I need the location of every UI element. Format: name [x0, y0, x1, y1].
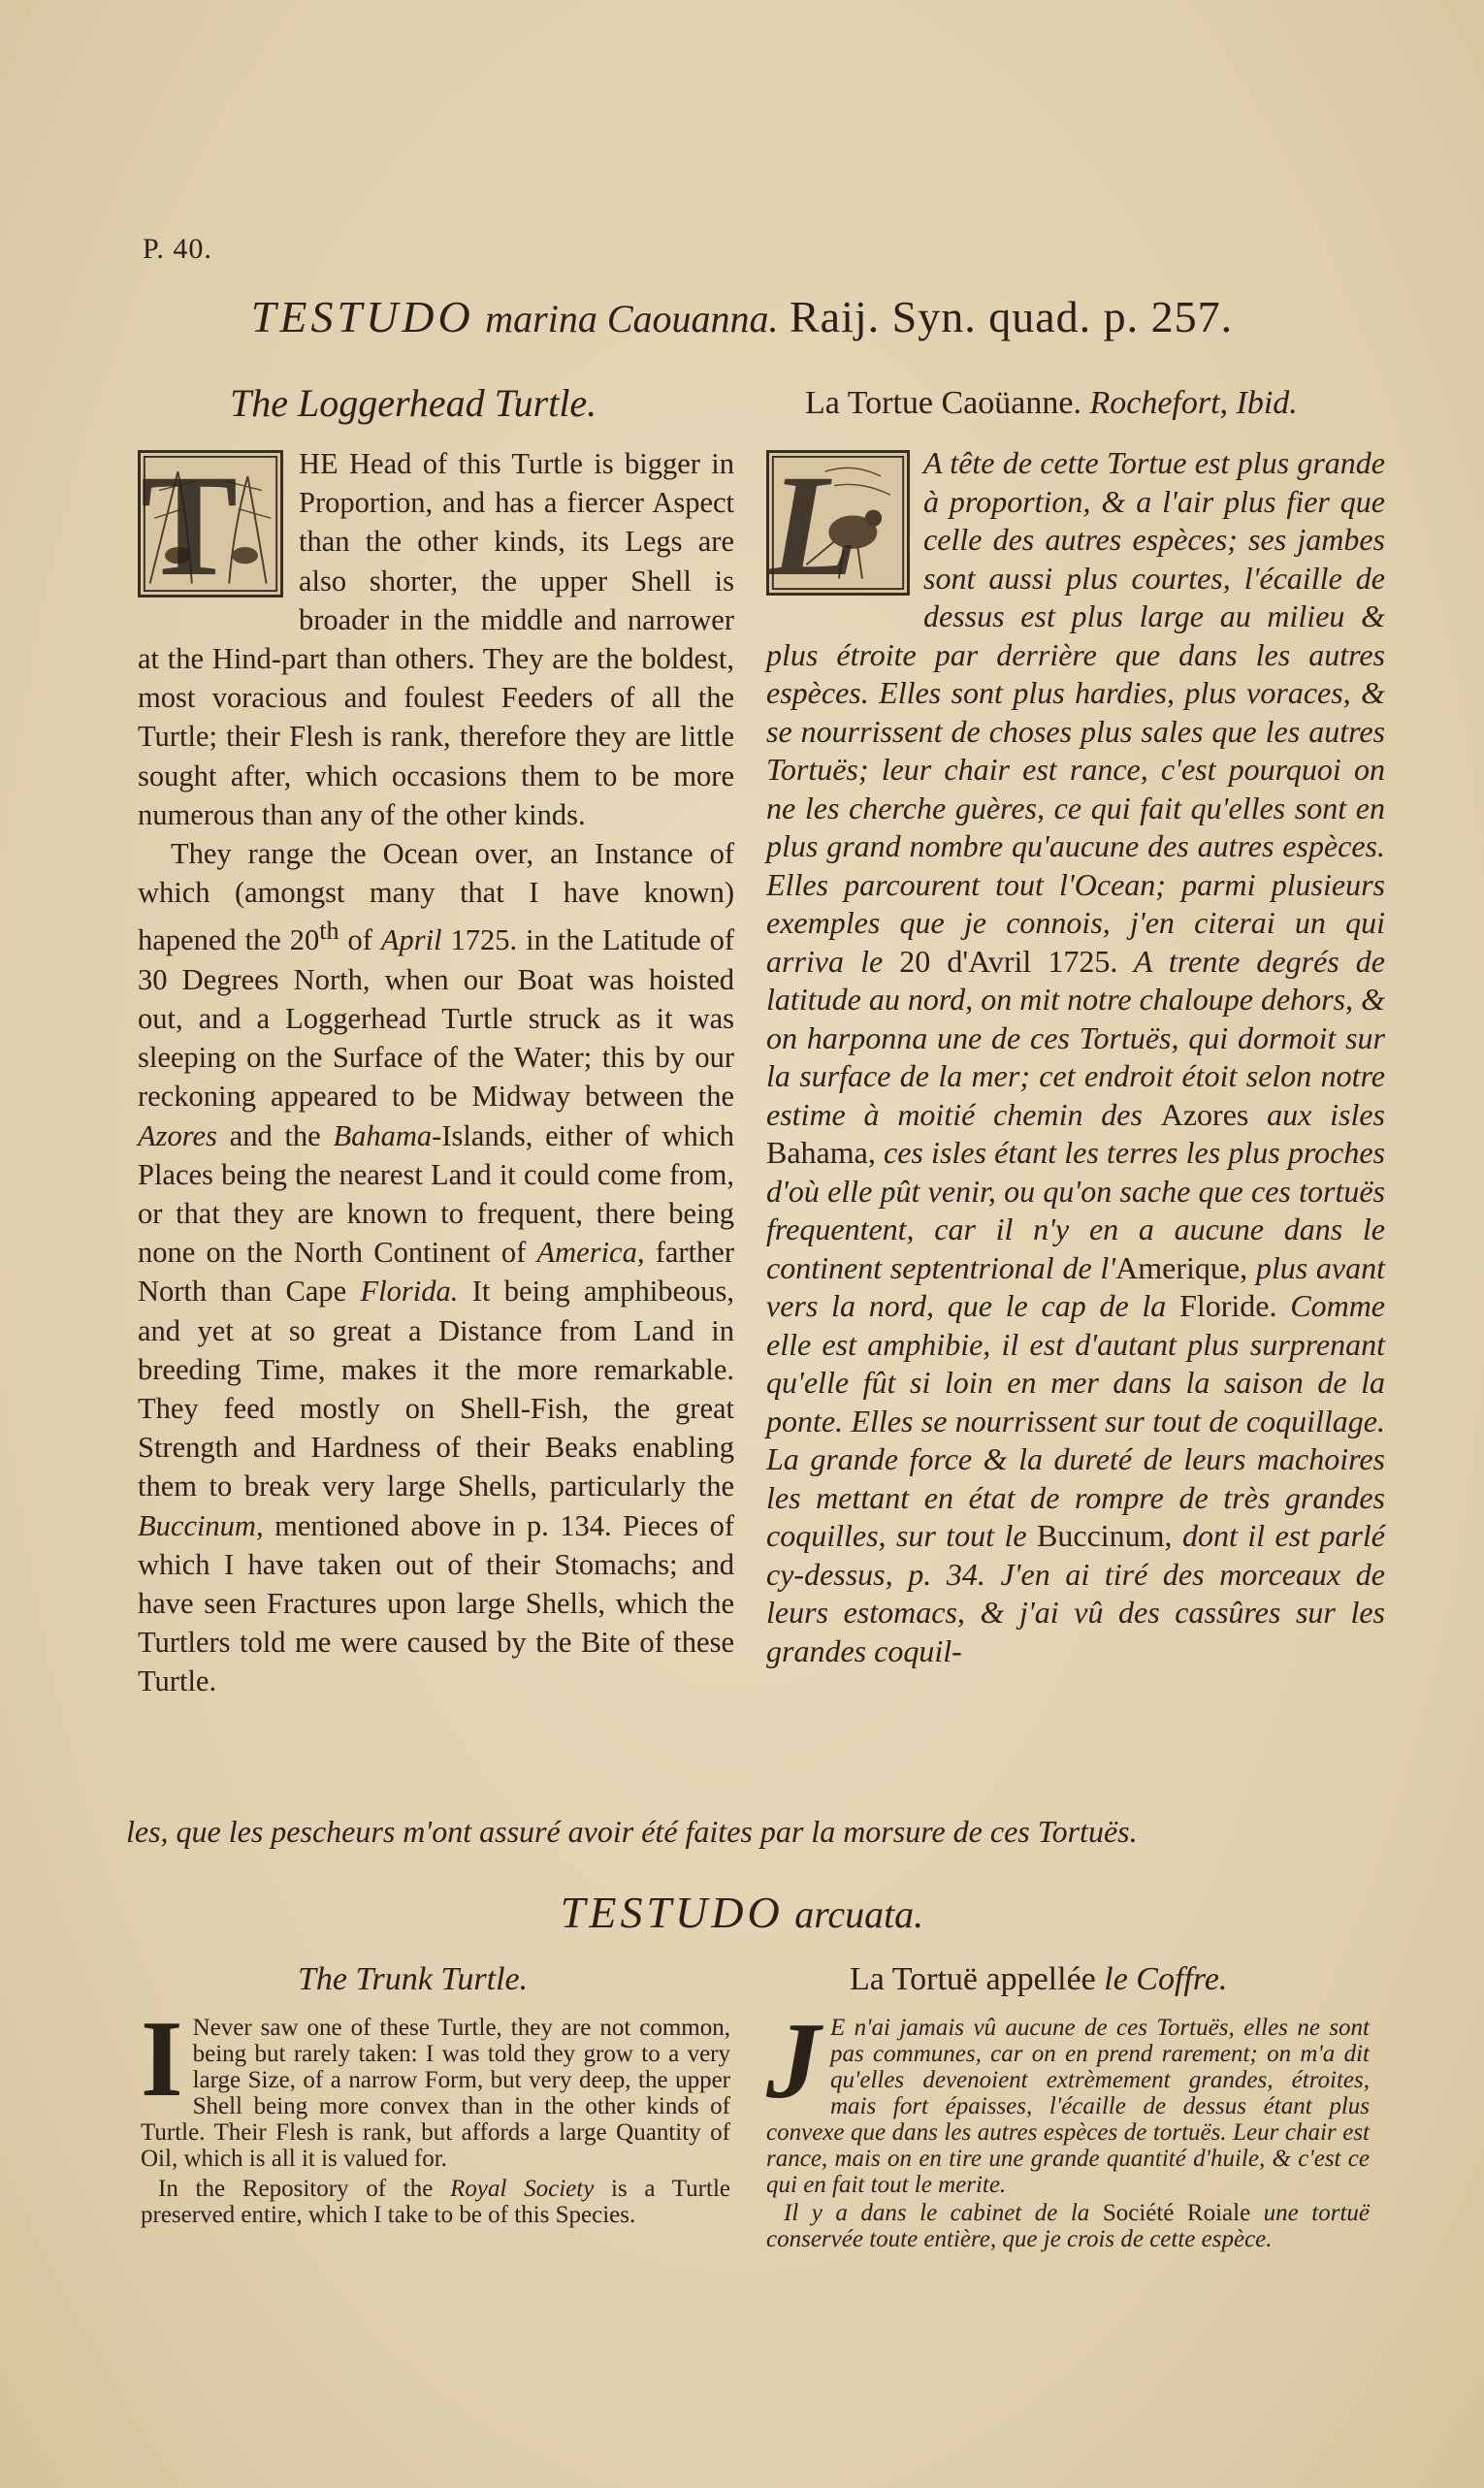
english-trunk-italic: Royal Society [450, 2176, 595, 2202]
section2-title [0, 1887, 1484, 1938]
english-p2-text: It being amphibeous, and yet at so great a Distance from Land in breeding Time, makes it the more remarkable. They feed mostly on Shell-Fish, the great Strength and Hardness of their Beaks enabling them to break very large Shells, particularly the [138, 1275, 734, 1503]
section2-title-species: arcuata. [794, 1892, 924, 1936]
english-p2-italic: Florida. [360, 1275, 459, 1309]
french-dropcap-ornament [766, 450, 910, 596]
french-roman: Bahama, [766, 1135, 876, 1170]
english-heading-trunk: The Trunk Turtle. [298, 1961, 529, 1997]
french-paragraph [766, 444, 1385, 1670]
french-heading-coffre-italic: le Coffre. [1104, 1961, 1228, 1997]
section2-title-genus: TESTUDO [560, 1888, 784, 1937]
page-number: P. 40. [143, 233, 212, 265]
english-column-loggerhead [138, 444, 734, 1701]
english-p2-italic: America, [536, 1236, 645, 1270]
french-heading-caouanne [805, 385, 1298, 422]
english-p2-text: 1725. in the Latitude of 30 Degrees North, when our Boat was hoisted out, and a Loggerhead Turtle struck as it was sleeping on the Surface of the Water; this by our reckoning appeared to be Midway between the [138, 923, 734, 1114]
french-column-caouanne [766, 444, 1385, 1670]
section1-title [0, 291, 1484, 342]
english-trunk-text: is a Turtle preserved entire, which I take to be of this Species. [141, 2176, 730, 2228]
french-heading-coffre [850, 1961, 1227, 1998]
french-initial-J: J [766, 2001, 821, 2121]
english-dropcap-letter: T [141, 450, 239, 598]
french-text: aux isles [1248, 1096, 1386, 1132]
english-trunk-paragraph-1: Never saw one of these Turtle, they are not common, being but rarely taken: I was told they grow to a very large Size, of a narrow Form, but very deep, the upper Shell being more convex than in the other kinds of Turtle. Their Flesh is rank, but affords a large Quantity of Oil, which is all it is valued for. [141, 2015, 730, 2172]
french-coffre-roman: Société Roiale [1102, 2200, 1251, 2226]
french-continuation-line: les, que les pescheurs m'ont assuré avoir été faites par la morsure de ces Tortuës. [126, 1814, 1138, 1849]
french-roman: Buccinum, [1037, 1518, 1173, 1553]
french-heading-italic: Rochefort, Ibid. [1089, 385, 1298, 421]
section1-title-genus: TESTUDO [250, 292, 474, 341]
french-heading-roman: La Tortue Caoüanne. [805, 385, 1081, 421]
french-text: A tête de cette Tortue est plus grande à proportion, & a l'air plus fier que celle des autres espèces; ses jambes sont aussi plus courtes, l'écaille de dessus est plus large au milieu & plus étroite par derrière que dans les autres espèces. Elles sont plus hardies, plus voraces, & se nourrissent de choses plus sales que les autres Tortuës; leur chair est rance, c'est pourquoi on ne les cherche guères, ce qui fait qu'elles sont en plus grand nombre qu'aucune des autres espèces. Elles parcourent tout l'Ocean; parmi plusieurs exemples que je connois, j'en citerai un qui arriva le [766, 445, 1385, 979]
english-trunk-text: In the Repository of the [158, 2176, 451, 2202]
french-column-coffre [766, 2001, 1370, 2252]
section1-title-ref: Raij. Syn. quad. p. 257. [790, 292, 1234, 341]
english-dropcap-ornament [138, 450, 283, 598]
section1-title-species: marina Caouanna. [485, 297, 779, 340]
english-p2-superscript: th [319, 917, 339, 946]
french-roman: Floride. [1179, 1288, 1277, 1323]
french-text: ces isles étant les terres les plus proches d'où elle pût venir, ou qu'on sache que ces tortuës frequentent, car il n'y en a aucune dans le continent septentrional de l' [766, 1135, 1385, 1285]
english-p2-text: mentioned above in p. 134. Pieces of which I have taken out of their Stomachs; and have seen Fractures upon large Shells, which the Turtlers told me were caused by the Bite of these Turtle. [138, 1508, 734, 1698]
french-coffre-text: Il y a dans le cabinet de la [784, 2200, 1103, 2226]
french-roman: Azores [1160, 1096, 1249, 1132]
english-p2-text: and the [216, 1118, 334, 1152]
english-p2-italic: Bahama [333, 1118, 433, 1152]
french-coffre-paragraph-2 [766, 2200, 1370, 2252]
english-p2-text: of [339, 923, 381, 957]
english-p2-italic: April [380, 923, 442, 957]
french-coffre-paragraph-1: E n'ai jamais vû aucune de ces Tortuës, elles ne sont pas communes, car on en prend rarement; on m'a dit qu'elles devenoient extrèmement grandes, étroites, mais fort épaisses, l'écaille de dessus étant plus convexe que dans les autres espèces de tortuës. Leur chair est rance, mais on en tire une grande quantité d'huile, & c'est ce qui en fait tout le merite. [766, 2015, 1370, 2198]
french-dropcap-letter: L [769, 450, 858, 596]
french-roman: Amerique, [1115, 1249, 1248, 1285]
english-column-trunk [141, 1999, 730, 2228]
english-p2-italic: Azores [138, 1118, 217, 1152]
english-heading-loggerhead: The Loggerhead Turtle. [230, 381, 597, 425]
english-p2-text: farther North than Cape [138, 1236, 734, 1309]
english-paragraph-1: HE Head of this Turtle is bigger in Proportion, and has a fiercer Aspect than the other kinds, its Legs are also shorter, the upper Shell is broader in the middle and narrower at the Hind-part than others. They are the boldest, most voracious and foulest Feeders of all the Turtle; their Flesh is rank, therefore they are little sought after, which occasions them to be more numerous than any of the other kinds. [138, 447, 734, 831]
english-initial-I: I [141, 1999, 183, 2119]
english-p2-italic: Buccinum, [138, 1508, 264, 1542]
french-roman: 20 d'Avril 1725. [899, 943, 1118, 979]
french-coffre-text: une tortuë conservée toute entière, que je crois de cette espèce. [766, 2200, 1370, 2252]
english-p2-text: They range the Ocean over, an Instance of which (amongst many that I have known) hapened the 20 [138, 837, 734, 957]
english-trunk-paragraph-2 [141, 2176, 730, 2228]
french-text: A trente degrés de latitude au nord, on mit notre chaloupe dehors, & on harponna une de ces Tortuës, qui dormoit sur la surface de la mer; cet endroit étoit selon notre estime à moitié chemin des [766, 943, 1386, 1132]
french-text: plus avant vers la nord, que le cap de la [766, 1249, 1386, 1323]
french-heading-coffre-roman: La Tortuë appellée [850, 1961, 1096, 1997]
french-text: dont il est parlé cy-dessus, p. 34. J'en ai tiré des morceaux de leurs estomacs, & j'ai vû des cassûres sur les grandes coquil- [766, 1518, 1386, 1668]
english-p2-text: -Islands, either of which Places being the nearest Land it could come from, or that they are known to frequent, there being none on the North Continent of [138, 1118, 734, 1270]
french-text: Comme elle est amphibie, il est d'autant plus surprenant qu'elle fût si loin en mer dans la saison de la ponte. Elles se nourrissent sur tout de coquillage. La grande force & la dureté de leurs machoires les mettant en état de rompre de très grandes coquilles, sur tout le [766, 1288, 1386, 1553]
english-paragraph-2 [138, 834, 734, 1701]
